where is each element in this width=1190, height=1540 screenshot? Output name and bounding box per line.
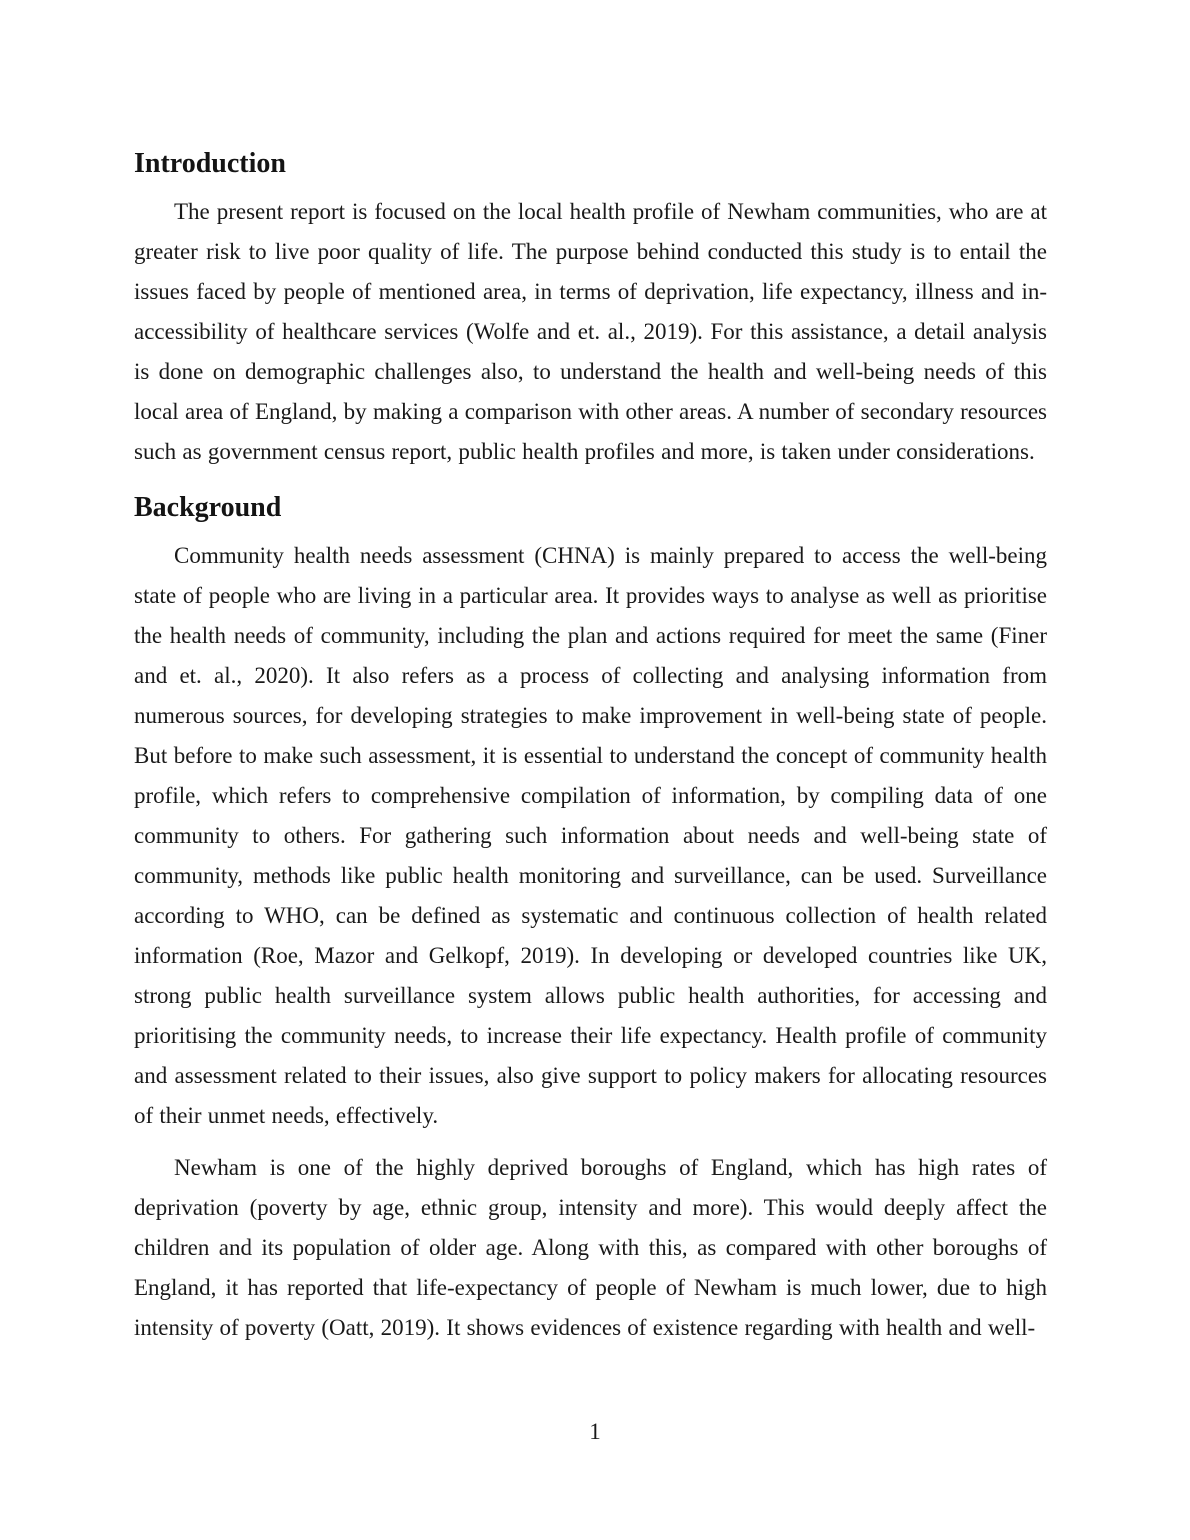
- section-heading-introduction: Introduction: [134, 148, 286, 179]
- section-heading-background: Background: [134, 492, 282, 523]
- introduction-paragraph: The present report is focused on the local health profile of Newham communities, who are at greater risk to live poor quality of life. The purpose behind conducted this study is to entail the issues faced by people of mentioned area, in terms of deprivation, life expectancy, illness and in-accessibility of healthcare services (Wolfe and et. al., 2019). For this assistance, a detail analysis is done on demographic challenges also, to understand the health and well-being needs of this local area of England, by making a comparison with other areas. A number of secondary resources such as government census report, public health profiles and more, is taken under considerations.: [134, 199, 1047, 464]
- page-number: 1: [589, 1419, 601, 1444]
- background-paragraph-1: Community health needs assessment (CHNA) is mainly prepared to access the well-being state of people who are living in a particular area. It provides ways to analyse as well as prioritise the health needs of community, including the plan and actions required for meet the same (Finer and et. al., 2020). It also refers as a process of collecting and analysing information from numerous sources, for developing strategies to make improvement in well-being state of people. But before to make such assessment, it is essential to understand the concept of community health profile, which refers to comprehensive compilation of information, by compiling data of one community to others. For gathering such information about needs and well-being state of community, methods like public health monitoring and surveillance, can be used. Surveillance according to WHO, can be defined as systematic and continuous collection of health related information (Roe, Mazor and Gelkopf, 2019). In developing or developed countries like UK, strong public health surveillance system allows public health authorities, for accessing and prioritising the community needs, to increase their life expectancy. Health profile of community and assessment related to their issues, also give support to policy makers for allocating resources of their unmet needs, effectively.: [134, 543, 1047, 1128]
- page-content: [134, 146, 1047, 1360]
- background-paragraph-2: Newham is one of the highly deprived boroughs of England, which has high rates of deprivation (poverty by age, ethnic group, intensity and more). This would deeply affect the children and its population of older age. Along with this, as compared with other boroughs of England, it has reported that life-expectancy of people of Newham is much lower, due to high intensity of poverty (Oatt, 2019). It shows evidences of existence regarding with health and well-: [134, 1155, 1047, 1340]
